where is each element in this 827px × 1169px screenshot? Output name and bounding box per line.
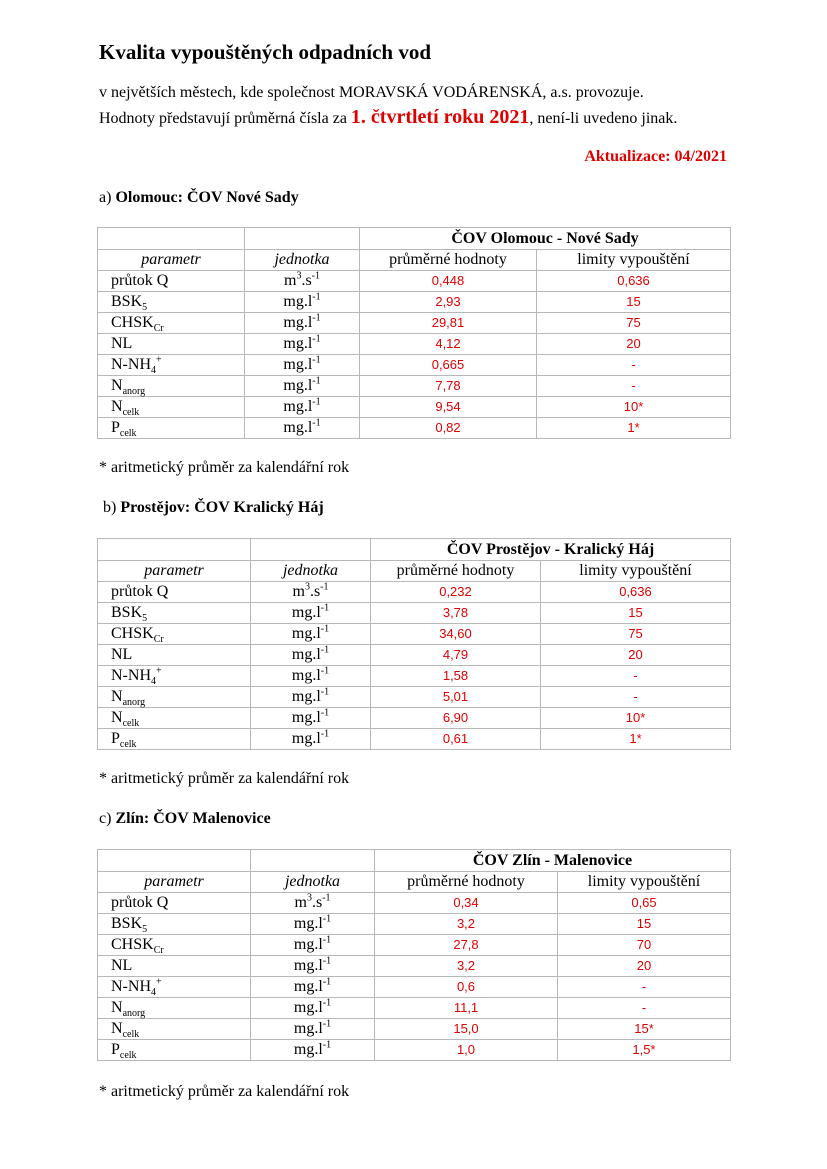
avg-value: 3,2 [375, 914, 558, 935]
limit-value: 15 [541, 603, 731, 624]
unit-flow: $m^3.s^{-1}$ [245, 271, 360, 292]
limit-value: - [541, 687, 731, 708]
avg-value: 1,58 [371, 666, 541, 687]
table-row [98, 624, 731, 645]
avg-value: 29,81 [360, 313, 537, 334]
avg-value: 34,60 [371, 624, 541, 645]
table-row [98, 376, 731, 397]
unit-conc: $mg.l^{-1}$ [251, 666, 371, 687]
limit-value: 1* [541, 729, 731, 750]
param-bsk5: $BSK_5$ [98, 292, 245, 313]
param-nl: NL [98, 334, 245, 355]
unit-conc: $mg.l^{-1}$ [251, 1019, 375, 1040]
unit-conc: $mg.l^{-1}$ [251, 1040, 375, 1061]
table-row [98, 956, 731, 977]
limit-value: - [558, 977, 731, 998]
param-nanorg: $N_{anorg}$ [98, 376, 245, 397]
col-header-param: parametr [98, 872, 251, 893]
avg-value: 1,0 [375, 1040, 558, 1061]
col-header-avg: průměrné hodnoty [360, 250, 537, 271]
limit-value: 20 [541, 645, 731, 666]
table-row [98, 334, 731, 355]
unit-conc: $mg.l^{-1}$ [245, 313, 360, 334]
limit-value: - [537, 355, 731, 376]
limit-value: 15 [537, 292, 731, 313]
param-nanorg: $N_{anorg}$ [98, 998, 251, 1019]
wastewater-table [97, 849, 731, 1061]
unit-flow: $m^3.s^{-1}$ [251, 582, 371, 603]
param-nnh4: $N-NH_4^+$ [98, 355, 245, 376]
param-pcelk: $P_{celk}$ [98, 729, 251, 750]
limit-value: 1* [537, 418, 731, 439]
avg-value: 7,78 [360, 376, 537, 397]
param-ncelk: $N_{celk}$ [98, 397, 245, 418]
avg-value: 3,78 [371, 603, 541, 624]
section-title: Olomouc: ČOV Nové Sady [115, 189, 299, 206]
unit-conc: $mg.l^{-1}$ [245, 397, 360, 418]
limit-value: 10* [541, 708, 731, 729]
avg-value: 9,54 [360, 397, 537, 418]
table-row [98, 397, 731, 418]
limit-value: 15* [558, 1019, 731, 1040]
avg-value: 0,6 [375, 977, 558, 998]
unit-conc: $mg.l^{-1}$ [251, 687, 371, 708]
param-ncelk: $N_{celk}$ [98, 1019, 251, 1040]
param-chsk: $CHSK_{Cr}$ [98, 935, 251, 956]
avg-value: 0,448 [360, 271, 537, 292]
table-row [98, 355, 731, 376]
limit-value: 0,636 [541, 582, 731, 603]
avg-value: 0,61 [371, 729, 541, 750]
param-nl: NL [98, 956, 251, 977]
col-header-unit: jednotka [245, 250, 360, 271]
page-title: Kvalita vypouštěných odpadních vod [99, 40, 432, 64]
unit-conc: $mg.l^{-1}$ [245, 355, 360, 376]
table-title: ČOV Prostějov - Kralický Háj [371, 539, 731, 561]
unit-conc: $mg.l^{-1}$ [251, 956, 375, 977]
intro-prefix: Hodnoty představují průměrná čísla za [99, 110, 347, 127]
col-header-unit: jednotka [251, 561, 371, 582]
limit-value: 75 [541, 624, 731, 645]
table-row [98, 582, 731, 603]
avg-value: 0,34 [375, 893, 558, 914]
avg-value: 15,0 [375, 1019, 558, 1040]
unit-conc: $mg.l^{-1}$ [251, 603, 371, 624]
limit-value: - [537, 376, 731, 397]
table-row [98, 645, 731, 666]
unit-conc: $mg.l^{-1}$ [245, 334, 360, 355]
footnote: * aritmetický průměr za kalendářní rok [99, 770, 350, 787]
table-row [98, 292, 731, 313]
avg-value: 2,93 [360, 292, 537, 313]
unit-conc: $mg.l^{-1}$ [251, 624, 371, 645]
intro-line-1: v největších městech, kde společnost MORAVSKÁ VODÁRENSKÁ, a.s. provozuje. [99, 84, 644, 101]
unit-conc: $mg.l^{-1}$ [251, 998, 375, 1019]
table-row [98, 729, 731, 750]
col-header-avg: průměrné hodnoty [371, 561, 541, 582]
col-header-limit: limity vypouštění [541, 561, 731, 582]
section-heading [99, 189, 299, 207]
table-row [98, 603, 731, 624]
unit-conc: $mg.l^{-1}$ [245, 418, 360, 439]
param-bsk5: $BSK_5$ [98, 914, 251, 935]
unit-flow: $m^3.s^{-1}$ [251, 893, 375, 914]
unit-conc: $mg.l^{-1}$ [251, 708, 371, 729]
table-row [98, 271, 731, 292]
table-row [98, 687, 731, 708]
param-chsk: $CHSK_{Cr}$ [98, 313, 245, 334]
avg-value: 4,79 [371, 645, 541, 666]
param-nnh4: $N-NH_4^+$ [98, 977, 251, 998]
limit-value: 1,5* [558, 1040, 731, 1061]
footnote: * aritmetický průměr za kalendářní rok [99, 1083, 350, 1100]
unit-conc: $mg.l^{-1}$ [251, 645, 371, 666]
intro-line-2 [99, 106, 677, 129]
limit-value: 20 [558, 956, 731, 977]
unit-conc: $mg.l^{-1}$ [251, 729, 371, 750]
update-date: Aktualizace: 04/2021 [584, 148, 727, 165]
table-title: ČOV Zlín - Malenovice [375, 850, 731, 872]
table-row [98, 935, 731, 956]
param-chsk: $CHSK_{Cr}$ [98, 624, 251, 645]
table-row [98, 418, 731, 439]
limit-value: 75 [537, 313, 731, 334]
unit-conc: $mg.l^{-1}$ [245, 292, 360, 313]
avg-value: 0,665 [360, 355, 537, 376]
col-header-limit: limity vypouštění [537, 250, 731, 271]
param-pcelk: $P_{celk}$ [98, 418, 245, 439]
wastewater-table [97, 538, 731, 750]
limit-value: - [558, 998, 731, 1019]
table-row [98, 1019, 731, 1040]
table-row [98, 977, 731, 998]
section-title: Prostějov: ČOV Kralický Háj [120, 499, 324, 516]
section-heading [99, 810, 271, 828]
section-title: Zlín: ČOV Malenovice [115, 810, 271, 827]
avg-value: 0,232 [371, 582, 541, 603]
limit-value: 0,65 [558, 893, 731, 914]
avg-value: 11,1 [375, 998, 558, 1019]
table-row [98, 998, 731, 1019]
avg-value: 5,01 [371, 687, 541, 708]
col-header-avg: průměrné hodnoty [375, 872, 558, 893]
avg-value: 3,2 [375, 956, 558, 977]
unit-conc: $mg.l^{-1}$ [251, 977, 375, 998]
section-heading [103, 499, 324, 517]
limit-value: 10* [537, 397, 731, 418]
unit-conc: $mg.l^{-1}$ [245, 376, 360, 397]
param-bsk5: $BSK_5$ [98, 603, 251, 624]
limit-value: - [541, 666, 731, 687]
table-row [98, 313, 731, 334]
limit-value: 15 [558, 914, 731, 935]
table-row [98, 914, 731, 935]
table-row [98, 666, 731, 687]
param-nanorg: $N_{anorg}$ [98, 687, 251, 708]
avg-value: 4,12 [360, 334, 537, 355]
wastewater-table [97, 227, 731, 439]
intro-suffix: , není-li uvedeno jinak. [529, 110, 678, 127]
table-row [98, 893, 731, 914]
param-pcelk: $P_{celk}$ [98, 1040, 251, 1061]
param-nl: NL [98, 645, 251, 666]
avg-value: 27,8 [375, 935, 558, 956]
col-header-param: parametr [98, 250, 245, 271]
avg-value: 0,82 [360, 418, 537, 439]
footnote: * aritmetický průměr za kalendářní rok [99, 459, 350, 476]
table-title: ČOV Olomouc - Nové Sady [360, 228, 731, 250]
col-header-param: parametr [98, 561, 251, 582]
param-nnh4: $N-NH_4^+$ [98, 666, 251, 687]
limit-value: 20 [537, 334, 731, 355]
table-row [98, 1040, 731, 1061]
param-flow: průtok Q [98, 893, 251, 914]
param-flow: průtok Q [98, 271, 245, 292]
avg-value: 6,90 [371, 708, 541, 729]
section-prefix: c) [99, 810, 112, 827]
unit-conc: $mg.l^{-1}$ [251, 935, 375, 956]
unit-conc: $mg.l^{-1}$ [251, 914, 375, 935]
col-header-limit: limity vypouštění [558, 872, 731, 893]
section-prefix: a) [99, 189, 112, 206]
intro-period: 1. čtvrtletí roku 2021 [350, 106, 530, 128]
col-header-unit: jednotka [251, 872, 375, 893]
limit-value: 70 [558, 935, 731, 956]
table-row [98, 708, 731, 729]
param-flow: průtok Q [98, 582, 251, 603]
section-prefix: b) [103, 499, 117, 516]
param-ncelk: $N_{celk}$ [98, 708, 251, 729]
limit-value: 0,636 [537, 271, 731, 292]
